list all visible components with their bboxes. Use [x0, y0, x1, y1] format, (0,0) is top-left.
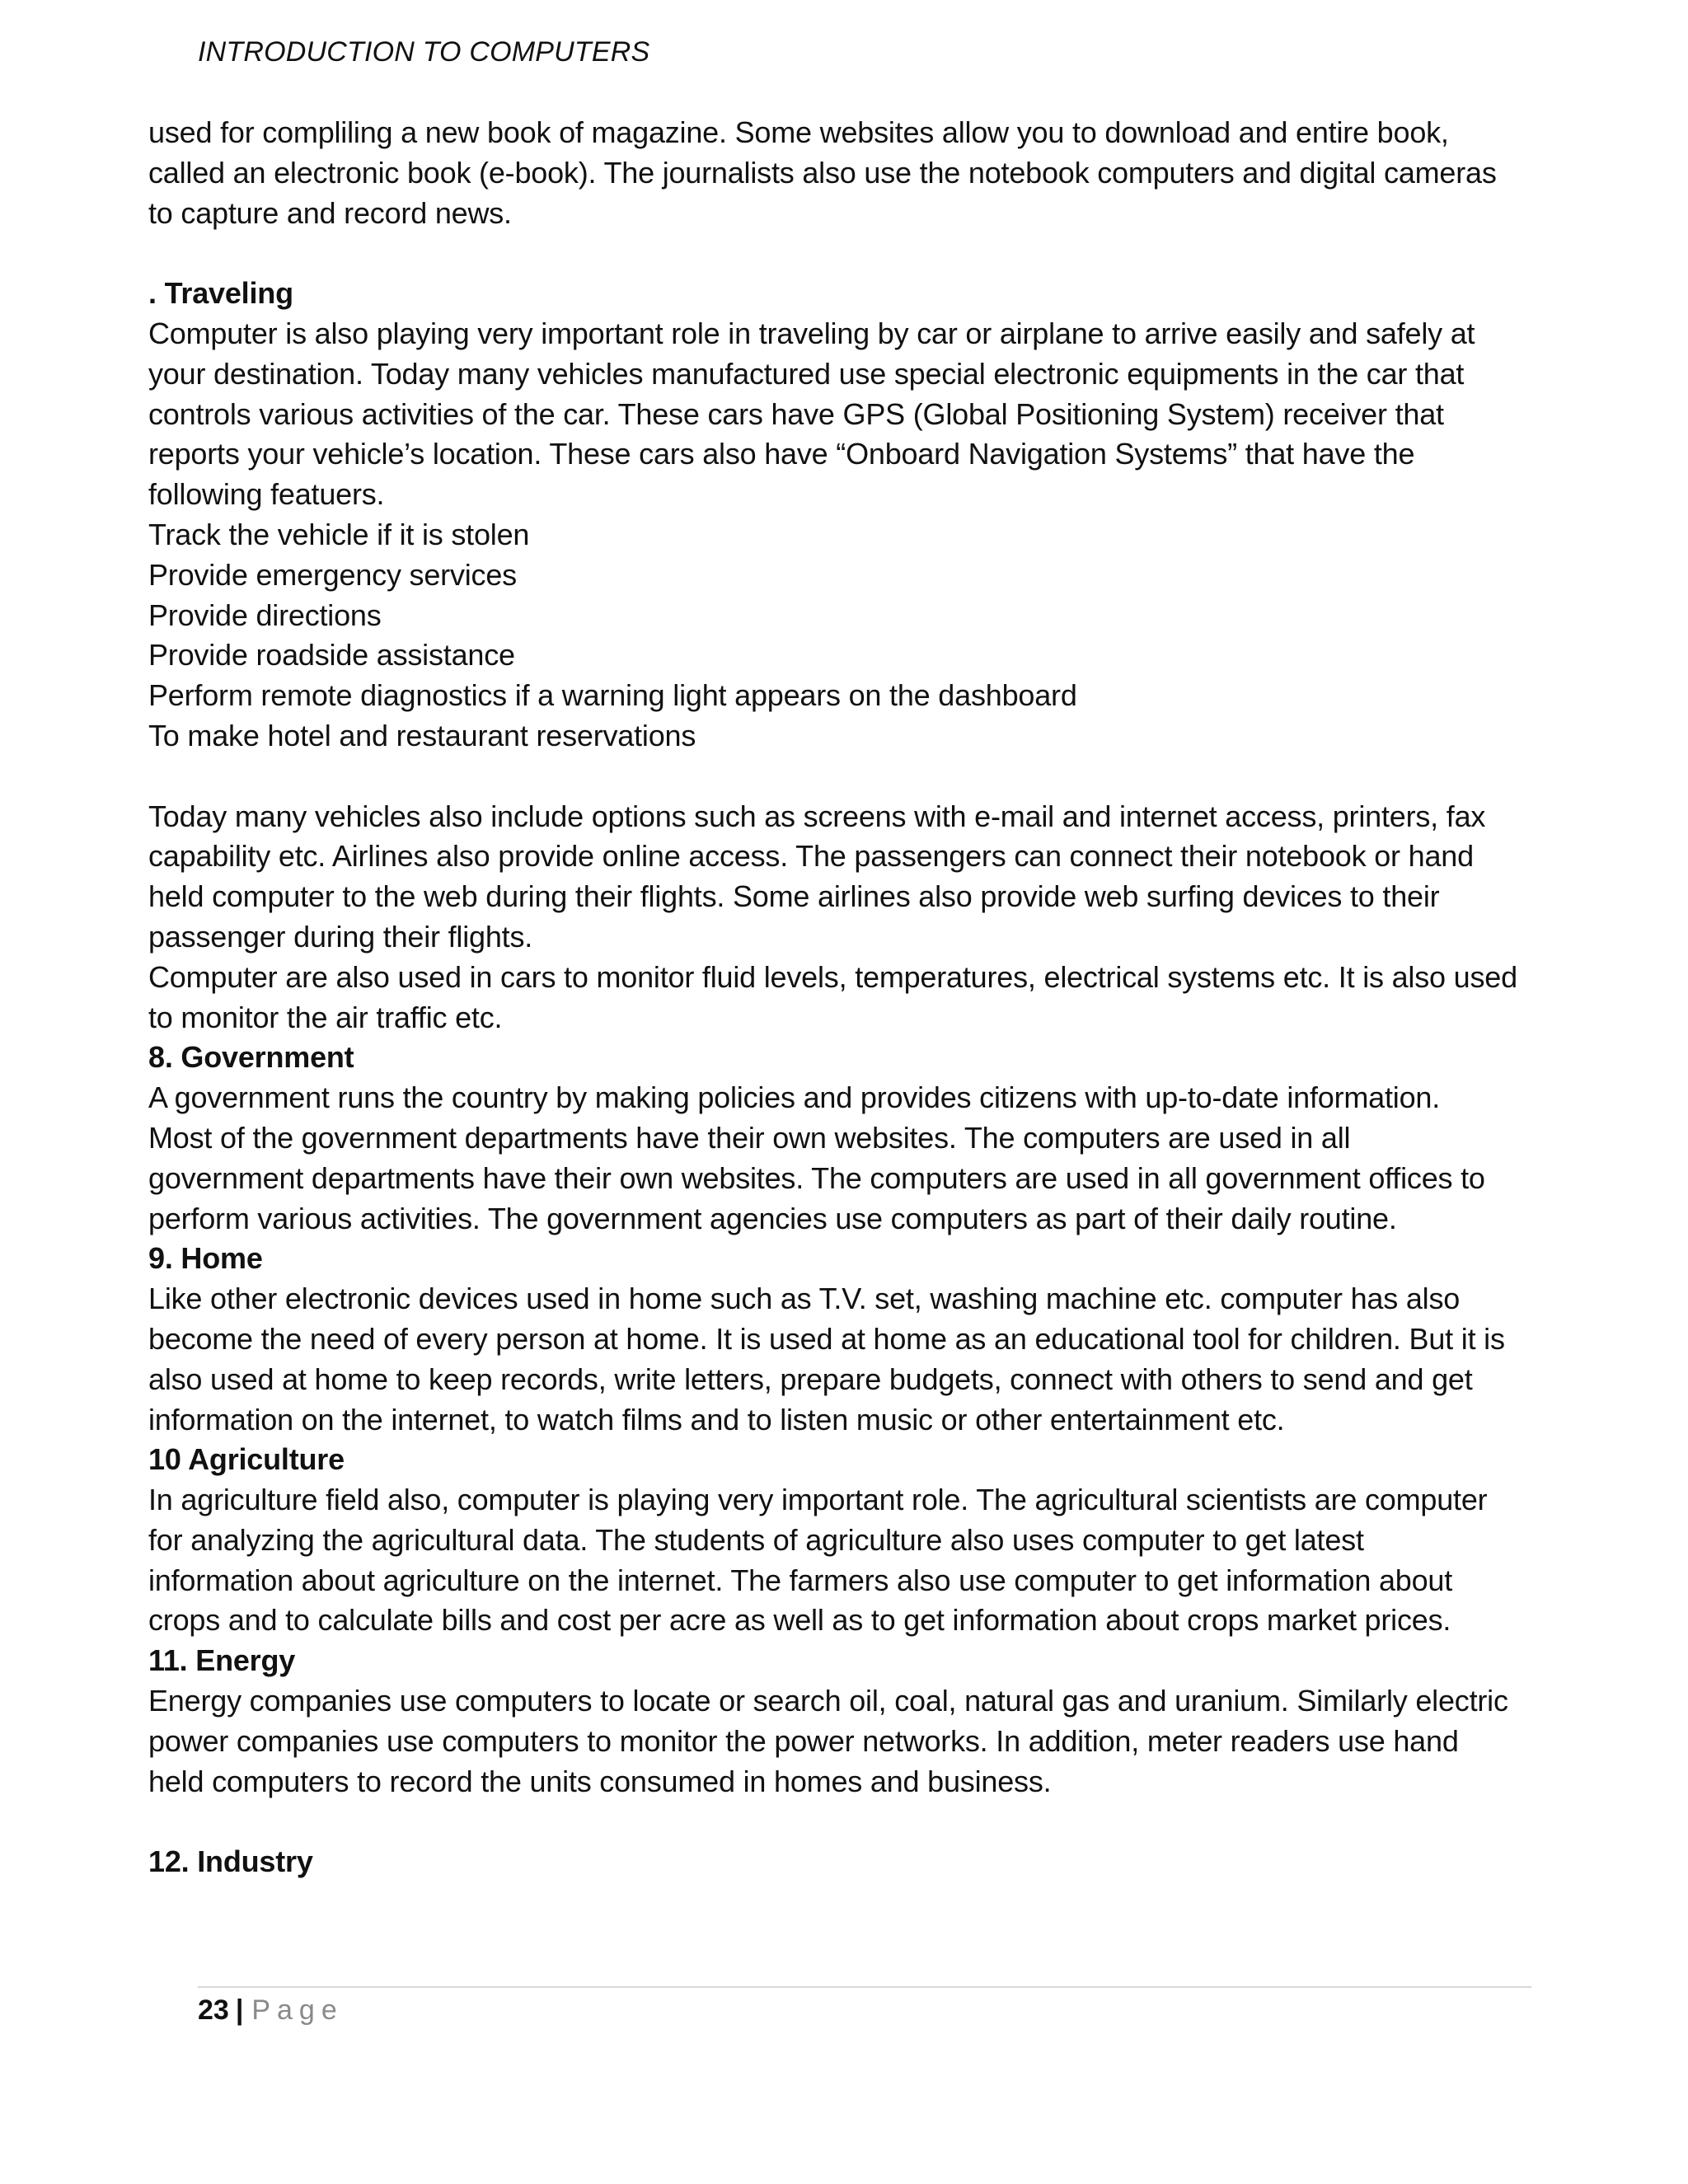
text-line: also used at home to keep records, write letters, prepare budgets, connect with others to send and get [148, 1361, 1473, 1396]
text-line: reports your vehicle’s location. These cars also have “Onboard Navigation Systems” that have the [148, 437, 1415, 471]
section-heading: 8. Government [148, 1040, 354, 1075]
section-heading: 9. Home [148, 1241, 263, 1276]
text-line: Computer are also used in cars to monitor fluid levels, temperatures, electrical systems etc. It is also used [148, 959, 1517, 994]
text-line: information about agriculture on the internet. The farmers also use computer to get information about [148, 1563, 1453, 1597]
blank-line [148, 233, 1566, 274]
text-line: become the need of every person at home. It is used at home as an educational tool for children. But it is [148, 1321, 1505, 1356]
text-line: held computers to record the units consumed in homes and business. [148, 1764, 1052, 1798]
blank-line [148, 757, 1566, 797]
text-line: To make hotel and restaurant reservations [148, 718, 696, 752]
text-line: Energy companies use computers to locate or search oil, coal, natural gas and uranium. Similarly electric [148, 1684, 1508, 1718]
section-heading: 12. Industry [148, 1844, 313, 1879]
text-line: perform various activities. The government agencies use computers as part of their daily routine. [148, 1201, 1397, 1235]
text-line: used for compliling a new book of magazine. Some websites allow you to download and entire book, [148, 115, 1449, 149]
text-line: called an electronic book (e-book). The journalists also use the notebook computers and digital cameras [148, 155, 1497, 190]
text-line: Computer is also playing very important role in traveling by car or airplane to arrive easily and safely at [148, 316, 1475, 350]
text-line: government departments have their own websites. The computers are used in all government offices to [148, 1160, 1485, 1195]
section-heading: 10 Agriculture [148, 1442, 345, 1477]
body-text [148, 113, 1566, 1882]
page-footer [198, 1994, 344, 2027]
text-line: power companies use computers to monitor the power networks. In addition, meter readers use hand [148, 1723, 1459, 1758]
text-line: Perform remote diagnostics if a warning light appears on the dashboard [148, 678, 1077, 713]
text-line: information on the internet, to watch films and to listen music or other entertainment etc. [148, 1402, 1285, 1436]
text-line: Today many vehicles also include options such as screens with e-mail and internet access, printers, fax [148, 799, 1486, 833]
page-label: Page [251, 1994, 344, 2026]
text-line: capability etc. Airlines also provide online access. The passengers can connect their notebook or hand [148, 839, 1474, 874]
page-number: 23 [198, 1994, 229, 2026]
section-heading: 11. Energy [148, 1643, 296, 1678]
blank-line [148, 1802, 1566, 1842]
text-line: held computer to the web during their flights. Some airlines also provide web surfing devices to their [148, 879, 1440, 914]
footer-separator: | [235, 1994, 244, 2026]
text-line: to monitor the air traffic etc. [148, 1000, 503, 1034]
text-line: controls various activities of the car. These cars have GPS (Global Positioning System) receiver that [148, 396, 1444, 431]
text-line: following featuers. [148, 477, 385, 512]
footer-divider [198, 1986, 1531, 1988]
text-line: to capture and record news. [148, 195, 512, 230]
text-line: Provide emergency services [148, 557, 517, 592]
text-line: passenger during their flights. [148, 919, 533, 954]
text-line: crops and to calculate bills and cost per acre as well as to get information about crops market prices. [148, 1603, 1451, 1638]
text-line: for analyzing the agricultural data. The students of agriculture also uses computer to get latest [148, 1522, 1364, 1557]
text-line: Most of the government departments have their own websites. The computers are used in all [148, 1120, 1351, 1155]
text-line: Provide roadside assistance [148, 638, 515, 673]
text-line: Provide directions [148, 598, 382, 632]
running-header: INTRODUCTION TO COMPUTERS [198, 36, 650, 68]
text-line: Track the vehicle if it is stolen [148, 517, 530, 551]
text-line: A government runs the country by making policies and provides citizens with up-to-date information. [148, 1080, 1441, 1115]
text-line: Like other electronic devices used in home such as T.V. set, washing machine etc. computer has also [148, 1282, 1461, 1316]
section-heading: . Traveling [148, 276, 293, 311]
text-line: In agriculture field also, computer is playing very important role. The agricultural scientists are computer [148, 1483, 1488, 1517]
text-line: your destination. Today many vehicles manufactured use special electronic equipments in the car that [148, 356, 1465, 391]
